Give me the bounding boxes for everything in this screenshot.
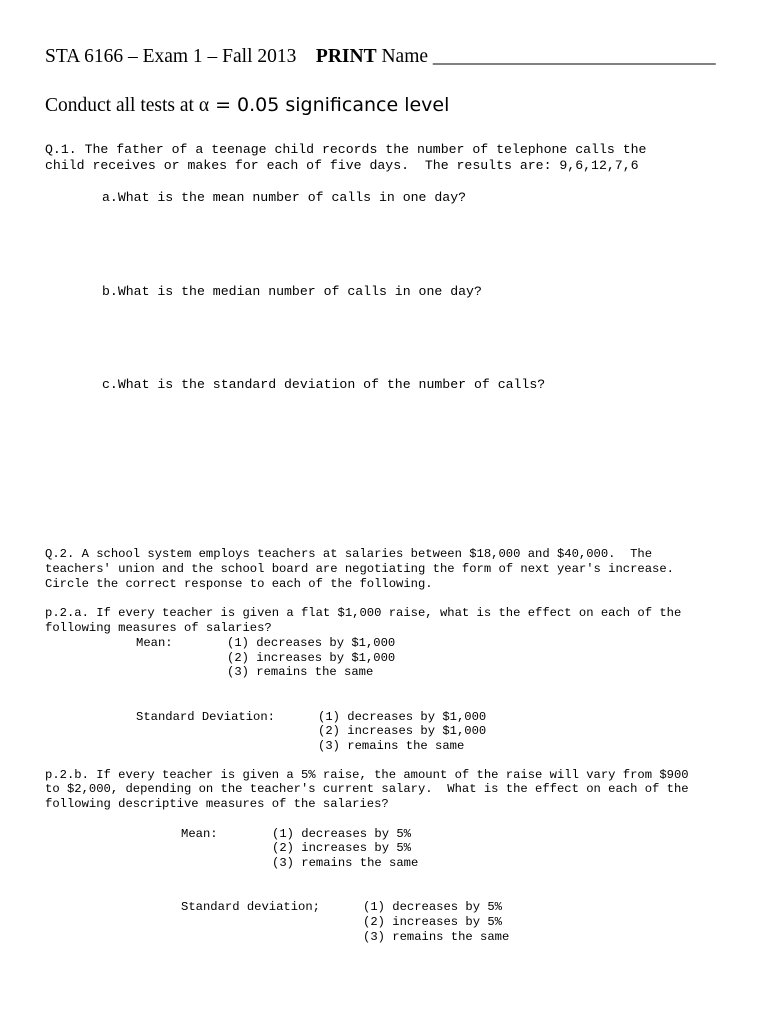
- p2a-sd-label: Standard Deviation:: [136, 710, 275, 724]
- alpha-symbol: α: [198, 95, 210, 116]
- p2b-sd-option-3[interactable]: (3) remains the same: [363, 930, 510, 944]
- p2a-mean-option-1[interactable]: (1) decreases by $1,000: [227, 636, 396, 650]
- exam-header: [45, 46, 716, 68]
- p2b-line-3: following descriptive measures of the salaries?: [45, 797, 389, 811]
- p2b-mean-label: Mean:: [181, 827, 218, 841]
- p2b-sd-option-2[interactable]: (2) increases by 5%: [363, 915, 502, 929]
- p2b-sd-option-1[interactable]: (1) decreases by 5%: [363, 900, 502, 914]
- p2a-sd-option-1[interactable]: (1) decreases by $1,000: [318, 710, 487, 724]
- p2b-line-2: to $2,000, depending on the teacher's current salary. What is the effect on each of the: [45, 782, 689, 796]
- significance-instruction: [45, 94, 449, 117]
- p2a-line-1: p.2.a. If every teacher is given a flat $1,000 raise, what is the effect on each of the: [45, 606, 682, 620]
- p2a-mean-option-2[interactable]: (2) increases by $1,000: [227, 651, 396, 665]
- q1-part-a: a.What is the mean number of calls in one day?: [102, 190, 467, 205]
- p2a-sd-option-3[interactable]: (3) remains the same: [318, 739, 465, 753]
- p2a-mean-label: Mean:: [136, 636, 173, 650]
- instruction-prefix: Conduct all tests at: [45, 95, 199, 116]
- p2b-sd-label: Standard deviation;: [181, 900, 320, 914]
- print-label: PRINT: [315, 46, 377, 67]
- name-blank: _____________________________: [432, 46, 716, 67]
- instruction-rest: = 0.05 significance level: [209, 94, 450, 116]
- p2b-line-1: p.2.b. If every teacher is given a 5% raise, the amount of the raise will vary from $900: [45, 768, 689, 782]
- q1-intro-line-2: child receives or makes for each of five days. The results are: 9,6,12,7,6: [45, 158, 639, 173]
- p2b-mean-option-3[interactable]: (3) remains the same: [272, 856, 419, 870]
- p2a-sd-option-2[interactable]: (2) increases by $1,000: [318, 724, 487, 738]
- q1-part-b: b.What is the median number of calls in one day?: [102, 284, 482, 299]
- p2a-mean-option-3[interactable]: (3) remains the same: [227, 665, 374, 679]
- q1-intro-line-1: Q.1. The father of a teenage child records the number of telephone calls the: [45, 142, 647, 157]
- q2-intro-line-3: Circle the correct response to each of the following.: [45, 577, 433, 591]
- p2a-line-2: following measures of salaries?: [45, 621, 272, 635]
- name-label: Name: [381, 46, 429, 67]
- p2b-mean-option-2[interactable]: (2) increases by 5%: [272, 841, 411, 855]
- p2b-mean-option-1[interactable]: (1) decreases by 5%: [272, 827, 411, 841]
- course-title: STA 6166 – Exam 1 – Fall 2013: [45, 46, 297, 67]
- q2-intro-line-2: teachers' union and the school board are negotiating the form of next year's increase.: [45, 562, 674, 576]
- q1-part-c: c.What is the standard deviation of the number of calls?: [102, 377, 546, 392]
- q2-intro-line-1: Q.2. A school system employs teachers at salaries between $18,000 and $40,000. The: [45, 547, 653, 561]
